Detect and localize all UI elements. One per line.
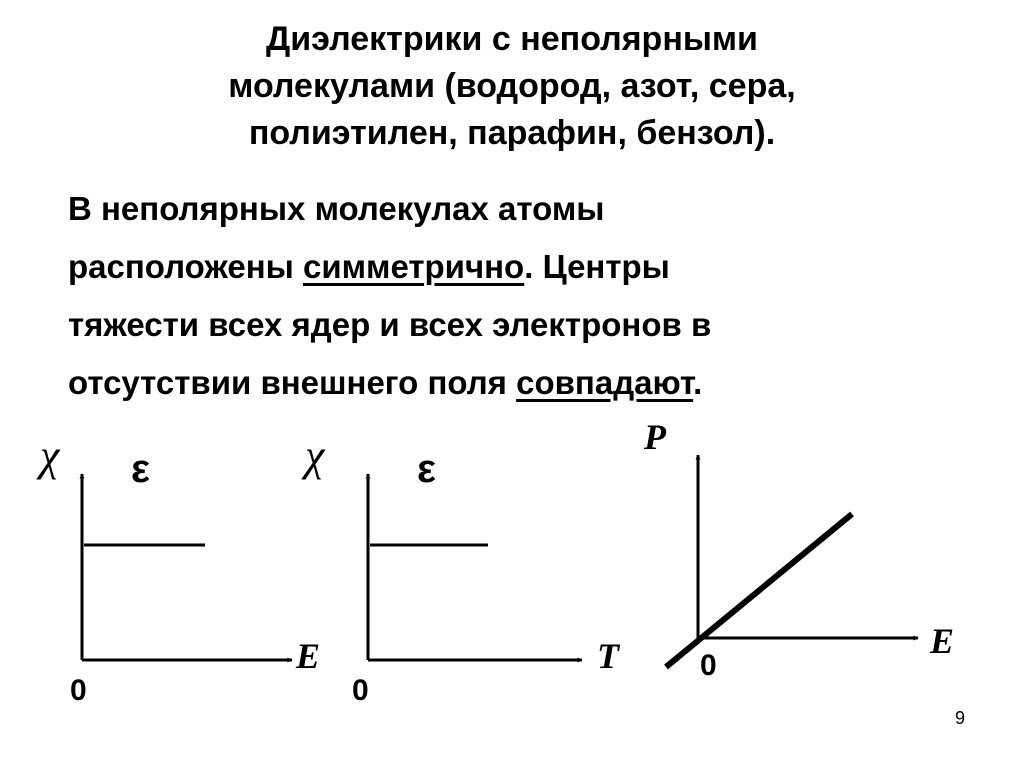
underlined-term-symmetric: симметрично xyxy=(302,248,525,285)
graph1-y-label-2: ε xyxy=(131,447,150,491)
graph2-origin-label: 0 xyxy=(352,674,369,707)
graph2-y-label: χ xyxy=(305,431,325,480)
body-line-4-start: отсутствии внешнего поля xyxy=(68,364,517,401)
page-number: 9 xyxy=(954,708,965,728)
title-line-3: полиэтилен, парафин, бензол). xyxy=(248,114,776,152)
graph1-x-label: E xyxy=(296,636,321,676)
title-line-2: молекулами (водород, азот, сера, xyxy=(228,67,796,105)
graph3-origin-label: 0 xyxy=(700,649,717,682)
graph-susceptibility-vs-field xyxy=(36,431,320,707)
graph-susceptibility-vs-temperature xyxy=(301,431,621,707)
body-line-2-end: . Центры xyxy=(524,248,670,285)
graph3-y-label: P xyxy=(644,417,666,457)
body-line-3: тяжести всех ядер и всех электронов в xyxy=(68,306,712,343)
underlined-term-coincide: совпадают xyxy=(516,364,694,401)
title-line-1: Диэлектрики с неполярными xyxy=(266,20,758,58)
body-line-4-end: . xyxy=(693,364,703,401)
graph1-origin-label: 0 xyxy=(70,674,87,707)
graph2-x-label: T xyxy=(597,636,619,676)
graph1-y-label: χ xyxy=(40,431,60,480)
graph-polarization-vs-field xyxy=(643,417,954,682)
body-line-1: В неполярных молекулах атомы xyxy=(68,190,605,227)
graph3-x-label: E xyxy=(930,621,955,661)
graph2-y-label-2: ε xyxy=(417,447,436,491)
body-line-2-start: расположены xyxy=(68,248,303,285)
graph3-linear-line xyxy=(666,514,852,667)
